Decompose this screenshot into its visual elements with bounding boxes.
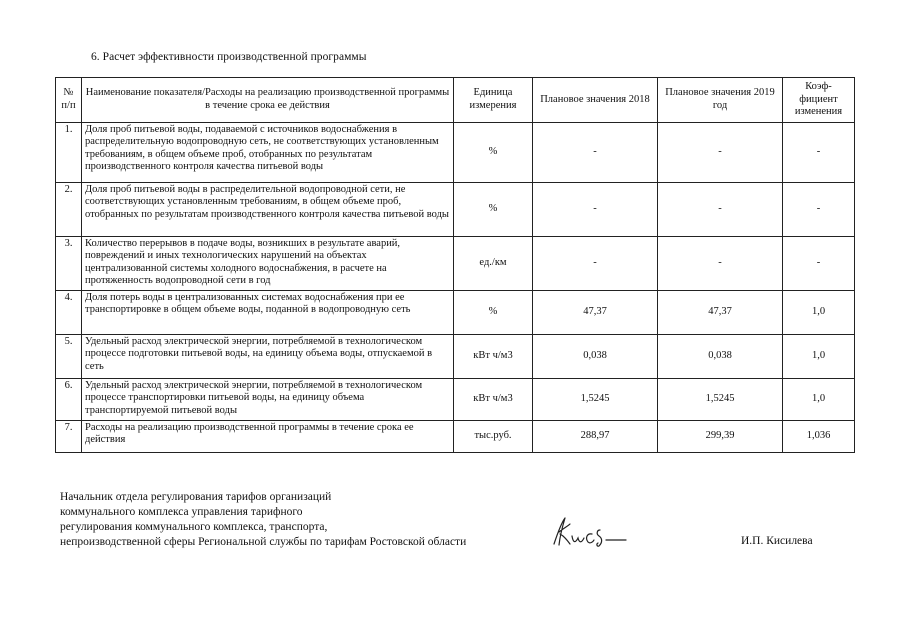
row-plan-2018: - — [533, 182, 658, 236]
row-num: 4. — [56, 290, 82, 334]
row-plan-2018: 0,038 — [533, 334, 658, 378]
row-plan-2018: - — [533, 236, 658, 290]
header-name: Наименование показателя/Расходы на реализацию производственной программы в течение срока ее действия — [82, 78, 454, 123]
row-name: Удельный расход электрической энергии, потребляемой в технологическом процессе транспортировки питьевой воды, на единицу объема транспортируемой питьевой воды — [82, 378, 454, 420]
row-plan-2018: 1,5245 — [533, 378, 658, 420]
row-coef: 1,0 — [783, 334, 855, 378]
row-plan-2018: 288,97 — [533, 420, 658, 452]
row-unit: % — [454, 290, 533, 334]
row-plan-2019: - — [658, 122, 783, 182]
row-unit: кВт ч/м3 — [454, 378, 533, 420]
row-num: 3. — [56, 236, 82, 290]
signatory-position-line: коммунального комплекса управления тарифного — [60, 506, 303, 518]
row-coef: - — [783, 182, 855, 236]
table-header-row — [56, 78, 855, 123]
row-plan-2019: 47,37 — [658, 290, 783, 334]
signatory-position-line: непроизводственной сферы Региональной службы по тарифам Ростовской области — [60, 536, 467, 548]
row-unit: кВт ч/м3 — [454, 334, 533, 378]
row-coef: 1,036 — [783, 420, 855, 452]
table-row — [56, 122, 855, 182]
header-unit: Единица измерения — [454, 78, 533, 123]
row-coef: 1,0 — [783, 290, 855, 334]
row-num: 5. — [56, 334, 82, 378]
signatory-name: И.П. Кисилева — [741, 535, 813, 547]
row-num: 6. — [56, 378, 82, 420]
row-unit: % — [454, 122, 533, 182]
signatory-position — [60, 490, 530, 550]
header-num: № п/п — [56, 78, 82, 123]
row-plan-2018: 47,37 — [533, 290, 658, 334]
row-name: Доля проб питьевой воды, подаваемой с источников водоснабжения в распределительную водопроводную сеть, не соответствующих установленным требованиям, в общем объеме проб, отобранных по результатам производственного контроля качества питьевой воды — [82, 122, 454, 182]
row-num: 2. — [56, 182, 82, 236]
efficiency-table — [55, 77, 855, 453]
row-plan-2019: - — [658, 236, 783, 290]
table-row — [56, 420, 855, 452]
row-unit: % — [454, 182, 533, 236]
row-name: Удельный расход электрической энергии, потребляемой в технологическом процессе подготовки питьевой воды, на единицу объема воды, отпускаемой в сеть — [82, 334, 454, 378]
row-unit: ед./км — [454, 236, 533, 290]
table-row — [56, 236, 855, 290]
row-num: 7. — [56, 420, 82, 452]
row-name: Расходы на реализацию производственной программы в течение срока ее действия — [82, 420, 454, 452]
row-coef: - — [783, 122, 855, 182]
row-name: Доля проб питьевой воды в распределительной водопроводной сети, не соответствующих установленным требованиям, в общем объеме проб, отобранных по результатам производственного контроля качества питьевой воды — [82, 182, 454, 236]
section-heading: 6. Расчет эффективности производственной программы — [91, 51, 367, 63]
table-row — [56, 290, 855, 334]
row-plan-2019: - — [658, 182, 783, 236]
row-plan-2018: - — [533, 122, 658, 182]
row-num: 1. — [56, 122, 82, 182]
handwritten-signature — [548, 514, 628, 550]
header-plan-2018: Плановое значения 2018 — [533, 78, 658, 123]
header-plan-2019: Плановое значения 2019 год — [658, 78, 783, 123]
row-name: Количество перерывов в подаче воды, возникших в результате аварий, повреждений и иных технологических нарушений на объектах централизованной системы холодного водоснабжения, в расчете на протяженность водопроводной сети в год — [82, 236, 454, 290]
row-plan-2019: 299,39 — [658, 420, 783, 452]
row-plan-2019: 1,5245 — [658, 378, 783, 420]
row-plan-2019: 0,038 — [658, 334, 783, 378]
table-row — [56, 182, 855, 236]
header-coef: Коэф-фициент изменения — [783, 78, 855, 123]
signatory-position-line: Начальник отдела регулирования тарифов организаций — [60, 491, 332, 503]
row-coef: - — [783, 236, 855, 290]
row-coef: 1,0 — [783, 378, 855, 420]
row-unit: тыс.руб. — [454, 420, 533, 452]
table-row — [56, 334, 855, 378]
table-row — [56, 378, 855, 420]
signatory-position-line: регулирования коммунального комплекса, транспорта, — [60, 521, 328, 533]
row-name: Доля потерь воды в централизованных системах водоснабжения при ее транспортировке в общем объеме воды, поданной в водопроводную сеть — [82, 290, 454, 334]
